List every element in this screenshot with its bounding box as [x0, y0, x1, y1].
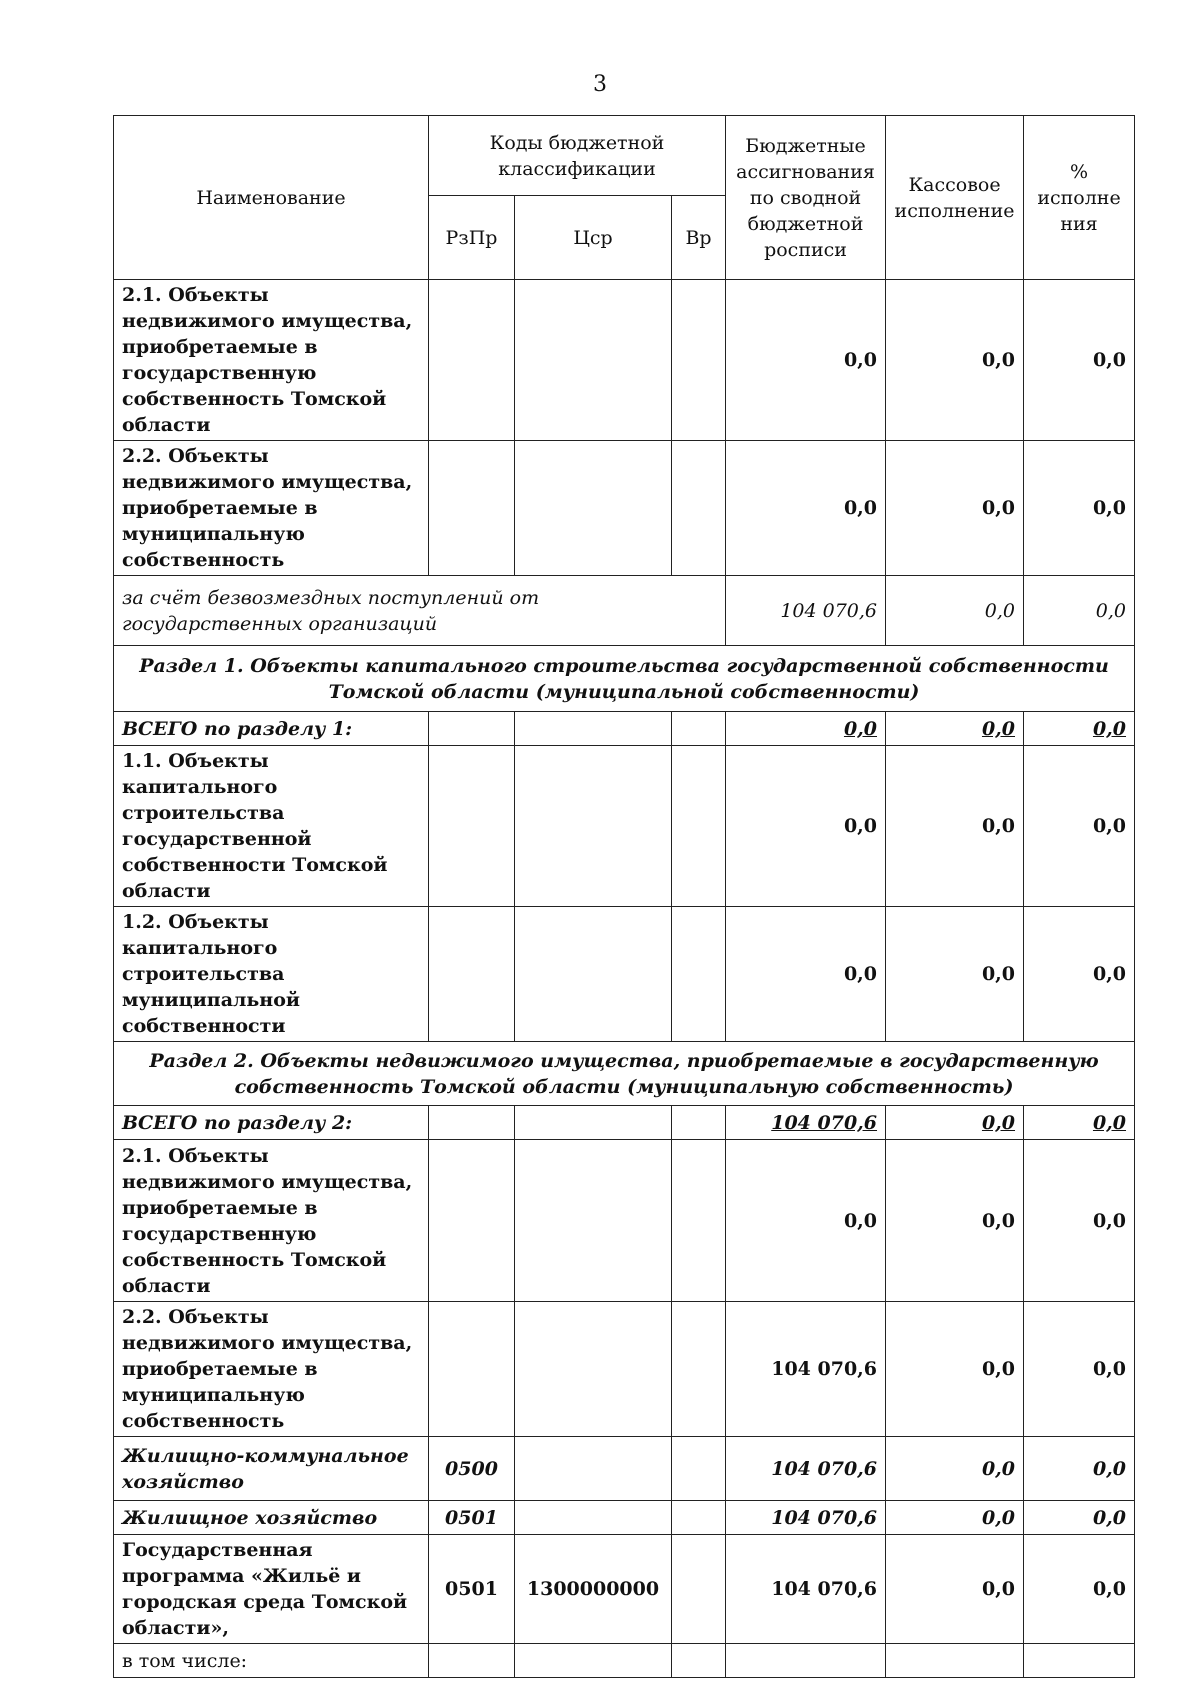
row-cash: 0,0	[886, 1106, 1024, 1140]
section-row	[114, 646, 1135, 712]
header-cash: Кассовое исполнение	[886, 116, 1024, 280]
budget-execution-table	[113, 115, 1135, 1678]
header-rzpr: РзПр	[429, 196, 515, 280]
row-name: за счёт безвозмездных поступлений от государственных организаций	[114, 576, 726, 646]
row-name: Жилищно-коммунальное хозяйство	[114, 1437, 429, 1501]
row-percent: 0,0	[1024, 712, 1135, 746]
header-row	[114, 116, 1135, 196]
row-percent: 0,0	[1024, 1501, 1135, 1535]
row-budget: 0,0	[726, 280, 886, 441]
row-percent: 0,0	[1024, 1140, 1135, 1302]
row-name: Жилищное хозяйство	[114, 1501, 429, 1535]
header-percent: % исполне ния	[1024, 116, 1135, 280]
row-percent: 0,0	[1024, 1106, 1135, 1140]
row-rzpr: 0501	[429, 1535, 515, 1644]
row-budget: 0,0	[726, 746, 886, 907]
page-number: 3	[593, 72, 607, 97]
table-row	[114, 907, 1135, 1042]
row-cash: 0,0	[886, 1501, 1024, 1535]
row-budget: 0,0	[726, 1140, 886, 1302]
table-row	[114, 712, 1135, 746]
row-cash: 0,0	[886, 280, 1024, 441]
section-title: Раздел 2. Объекты недвижимого имущества, приобретаемые в государственную собственность Томской области (муниципальную собственность)	[114, 1042, 1135, 1106]
row-percent: 0,0	[1024, 746, 1135, 907]
row-budget: 104 070,6	[726, 1302, 886, 1437]
row-csr: 1300000000	[515, 1535, 672, 1644]
table-row	[114, 1644, 1135, 1678]
row-cash: 0,0	[886, 576, 1024, 646]
row-name: 1.2. Объекты капитального строительства муниципальной собственности	[114, 907, 429, 1042]
table-row	[114, 280, 1135, 441]
row-percent: 0,0	[1024, 576, 1135, 646]
row-budget: 104 070,6	[726, 576, 886, 646]
row-percent: 0,0	[1024, 1302, 1135, 1437]
row-cash: 0,0	[886, 1535, 1024, 1644]
row-cash: 0,0	[886, 1140, 1024, 1302]
header-budget: Бюджетные ассигнования по сводной бюджетной росписи	[726, 116, 886, 280]
table-row	[114, 1535, 1135, 1644]
table-row	[114, 1437, 1135, 1501]
row-cash: 0,0	[886, 712, 1024, 746]
table-row	[114, 746, 1135, 907]
header-vr: Вр	[672, 196, 726, 280]
section-row	[114, 1042, 1135, 1106]
row-cash: 0,0	[886, 1437, 1024, 1501]
row-name: 2.2. Объекты недвижимого имущества, приобретаемые в муниципальную собственность	[114, 441, 429, 576]
row-percent: 0,0	[1024, 280, 1135, 441]
header-name: Наименование	[114, 116, 429, 280]
header-csr: Цср	[515, 196, 672, 280]
row-cash: 0,0	[886, 441, 1024, 576]
table-row	[114, 1302, 1135, 1437]
row-cash: 0,0	[886, 1302, 1024, 1437]
row-percent: 0,0	[1024, 1535, 1135, 1644]
row-name: 1.1. Объекты капитального строительства государственной собственности Томской области	[114, 746, 429, 907]
row-percent: 0,0	[1024, 907, 1135, 1042]
table-row	[114, 576, 1135, 646]
row-budget: 104 070,6	[726, 1437, 886, 1501]
table-row	[114, 1501, 1135, 1535]
row-name: Государственная программа «Жильё и городская среда Томской области»,	[114, 1535, 429, 1644]
row-budget: 104 070,6	[726, 1535, 886, 1644]
table-row	[114, 1106, 1135, 1140]
row-name: ВСЕГО по разделу 2:	[114, 1106, 429, 1140]
row-percent: 0,0	[1024, 1437, 1135, 1501]
row-rzpr: 0500	[429, 1437, 515, 1501]
row-budget: 104 070,6	[726, 1106, 886, 1140]
row-rzpr: 0501	[429, 1501, 515, 1535]
row-name: ВСЕГО по разделу 1:	[114, 712, 429, 746]
row-name: 2.1. Объекты недвижимого имущества, приобретаемые в государственную собственность Томской области	[114, 1140, 429, 1302]
header-codes-group: Коды бюджетной классификации	[429, 116, 726, 196]
section-title: Раздел 1. Объекты капитального строительства государственной собственности Томской области (муниципальной собственности)	[114, 646, 1135, 712]
row-name: в том числе:	[114, 1644, 429, 1678]
row-name: 2.1. Объекты недвижимого имущества, приобретаемые в государственную собственность Томской области	[114, 280, 429, 441]
table-row	[114, 441, 1135, 576]
row-name: 2.2. Объекты недвижимого имущества, приобретаемые в муниципальную собственность	[114, 1302, 429, 1437]
table-row	[114, 1140, 1135, 1302]
row-budget: 104 070,6	[726, 1501, 886, 1535]
row-cash: 0,0	[886, 907, 1024, 1042]
row-percent: 0,0	[1024, 441, 1135, 576]
row-budget: 0,0	[726, 907, 886, 1042]
row-budget: 0,0	[726, 712, 886, 746]
row-budget: 0,0	[726, 441, 886, 576]
row-cash: 0,0	[886, 746, 1024, 907]
